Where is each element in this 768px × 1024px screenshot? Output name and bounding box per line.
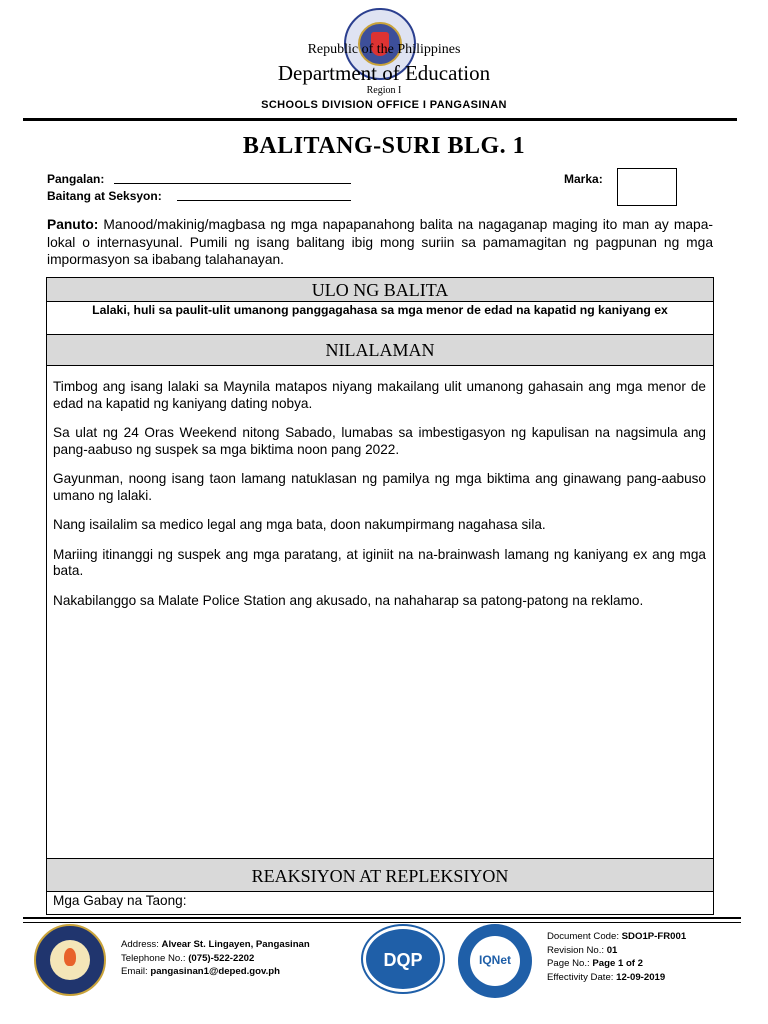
page-title: BALITANG-SURI BLG. 1 — [242, 133, 526, 159]
guide-questions-label: Mga Gabay na Taong: — [53, 893, 187, 908]
name-label: Pangalan: — [47, 172, 105, 186]
content-header: NILALAMAN — [47, 335, 713, 365]
region-text: Region I — [366, 85, 402, 96]
news-analysis-table — [46, 277, 714, 915]
footer-divider — [23, 917, 741, 919]
instructions-text: Manood/makinig/magbasa ng mga napapanahong balita na nagaganap maging ito man ay mapa-lokal o internasyunal. Pumili ng isang balitang ibig mong suriin sa pamamagitan ng pagpunan ng mga impormasyon sa ibabang talahanayan. — [47, 217, 713, 267]
address-value: Alvear St. Lingayen, Pangasinan — [161, 939, 310, 950]
score-box[interactable] — [617, 168, 677, 206]
division-text: SCHOOLS DIVISION OFFICE I PANGASINAN — [261, 99, 507, 111]
reaction-header: REAKSIYON AT REPLEKSIYON — [47, 859, 713, 891]
content-paragraph: Timbog ang isang lalaki sa Maynila matapos niyang makailang ulit umanong gahasain ang mga menor de edad na kapatid ng kaniyang dating nobya. — [53, 379, 706, 411]
contact-info: Address: Alvear St. Lingayen, Pangasinan Telephone No.: (075)-522-2202 Email: pangasinan1@deped.gov.ph — [121, 939, 310, 977]
content-body — [53, 379, 706, 622]
department-text: Department of Education — [277, 61, 491, 85]
content-paragraph: Gayunman, noong isang taon lamang natuklasan ng pamilya ng mga biktima ang ginawang pang-aabuso umano ng lalaki. — [53, 471, 706, 503]
content-paragraph: Sa ulat ng 24 Oras Weekend nitong Sabado, lumabas sa imbestigasyon ng kapulisan na nagsimula ang pang-aabuso ng suspek sa mga biktima noon pang 2022. — [53, 425, 706, 457]
iqnet-certified-logo: IQNet — [458, 924, 532, 998]
effectivity-value: 12-09-2019 — [616, 971, 666, 983]
content-paragraph: Mariing itinanggi ng suspek ang mga paratang, at iginiit na na-brainwash lamang ng kaniyang ex ang mga bata. — [53, 546, 706, 578]
grade-label: Baitang at Seksyon: — [47, 189, 162, 203]
instructions — [47, 216, 713, 269]
content-paragraph: Nang isailalim sa medico legal ang mga bata, doon nakumpirmang nagahasa sila. — [53, 517, 546, 532]
revision-value: 01 — [606, 944, 618, 956]
headline-header: ULO NG BALITA — [47, 278, 713, 301]
grade-section-field[interactable] — [177, 200, 351, 201]
headline-text: Lalaki, huli sa paulit-ulit umanong panggagahasa sa mga menor de edad na kapatid ng kaniyang ex — [92, 303, 668, 317]
dqp-iso-logo: DQP — [363, 926, 443, 992]
name-field[interactable] — [114, 183, 351, 184]
score-label: Marka: — [564, 172, 603, 186]
doc-code-value: SDO1P-FR001 — [621, 931, 687, 942]
republic-text: Republic of the Philippines — [307, 42, 461, 57]
instructions-label: Panuto: — [47, 217, 99, 232]
page-value: Page 1 of 2 — [592, 958, 643, 969]
phone-value: (075)-522-2202 — [188, 952, 255, 964]
document-control-info: Document Code: SDO1P-FR001 Revision No.: 01 Page No.: Page 1 of 2 Effectivity Date: 12-09-2019 — [547, 931, 687, 983]
email-value: pangasinan1@deped.gov.ph — [150, 966, 280, 977]
sdo-pangasinan-logo — [34, 924, 106, 996]
header-divider — [23, 118, 737, 121]
footer-divider-thin — [23, 922, 741, 923]
content-paragraph: Nakabilanggo sa Malate Police Station ang akusado, na nahaharap sa patong-patong na reklamo. — [53, 592, 644, 608]
